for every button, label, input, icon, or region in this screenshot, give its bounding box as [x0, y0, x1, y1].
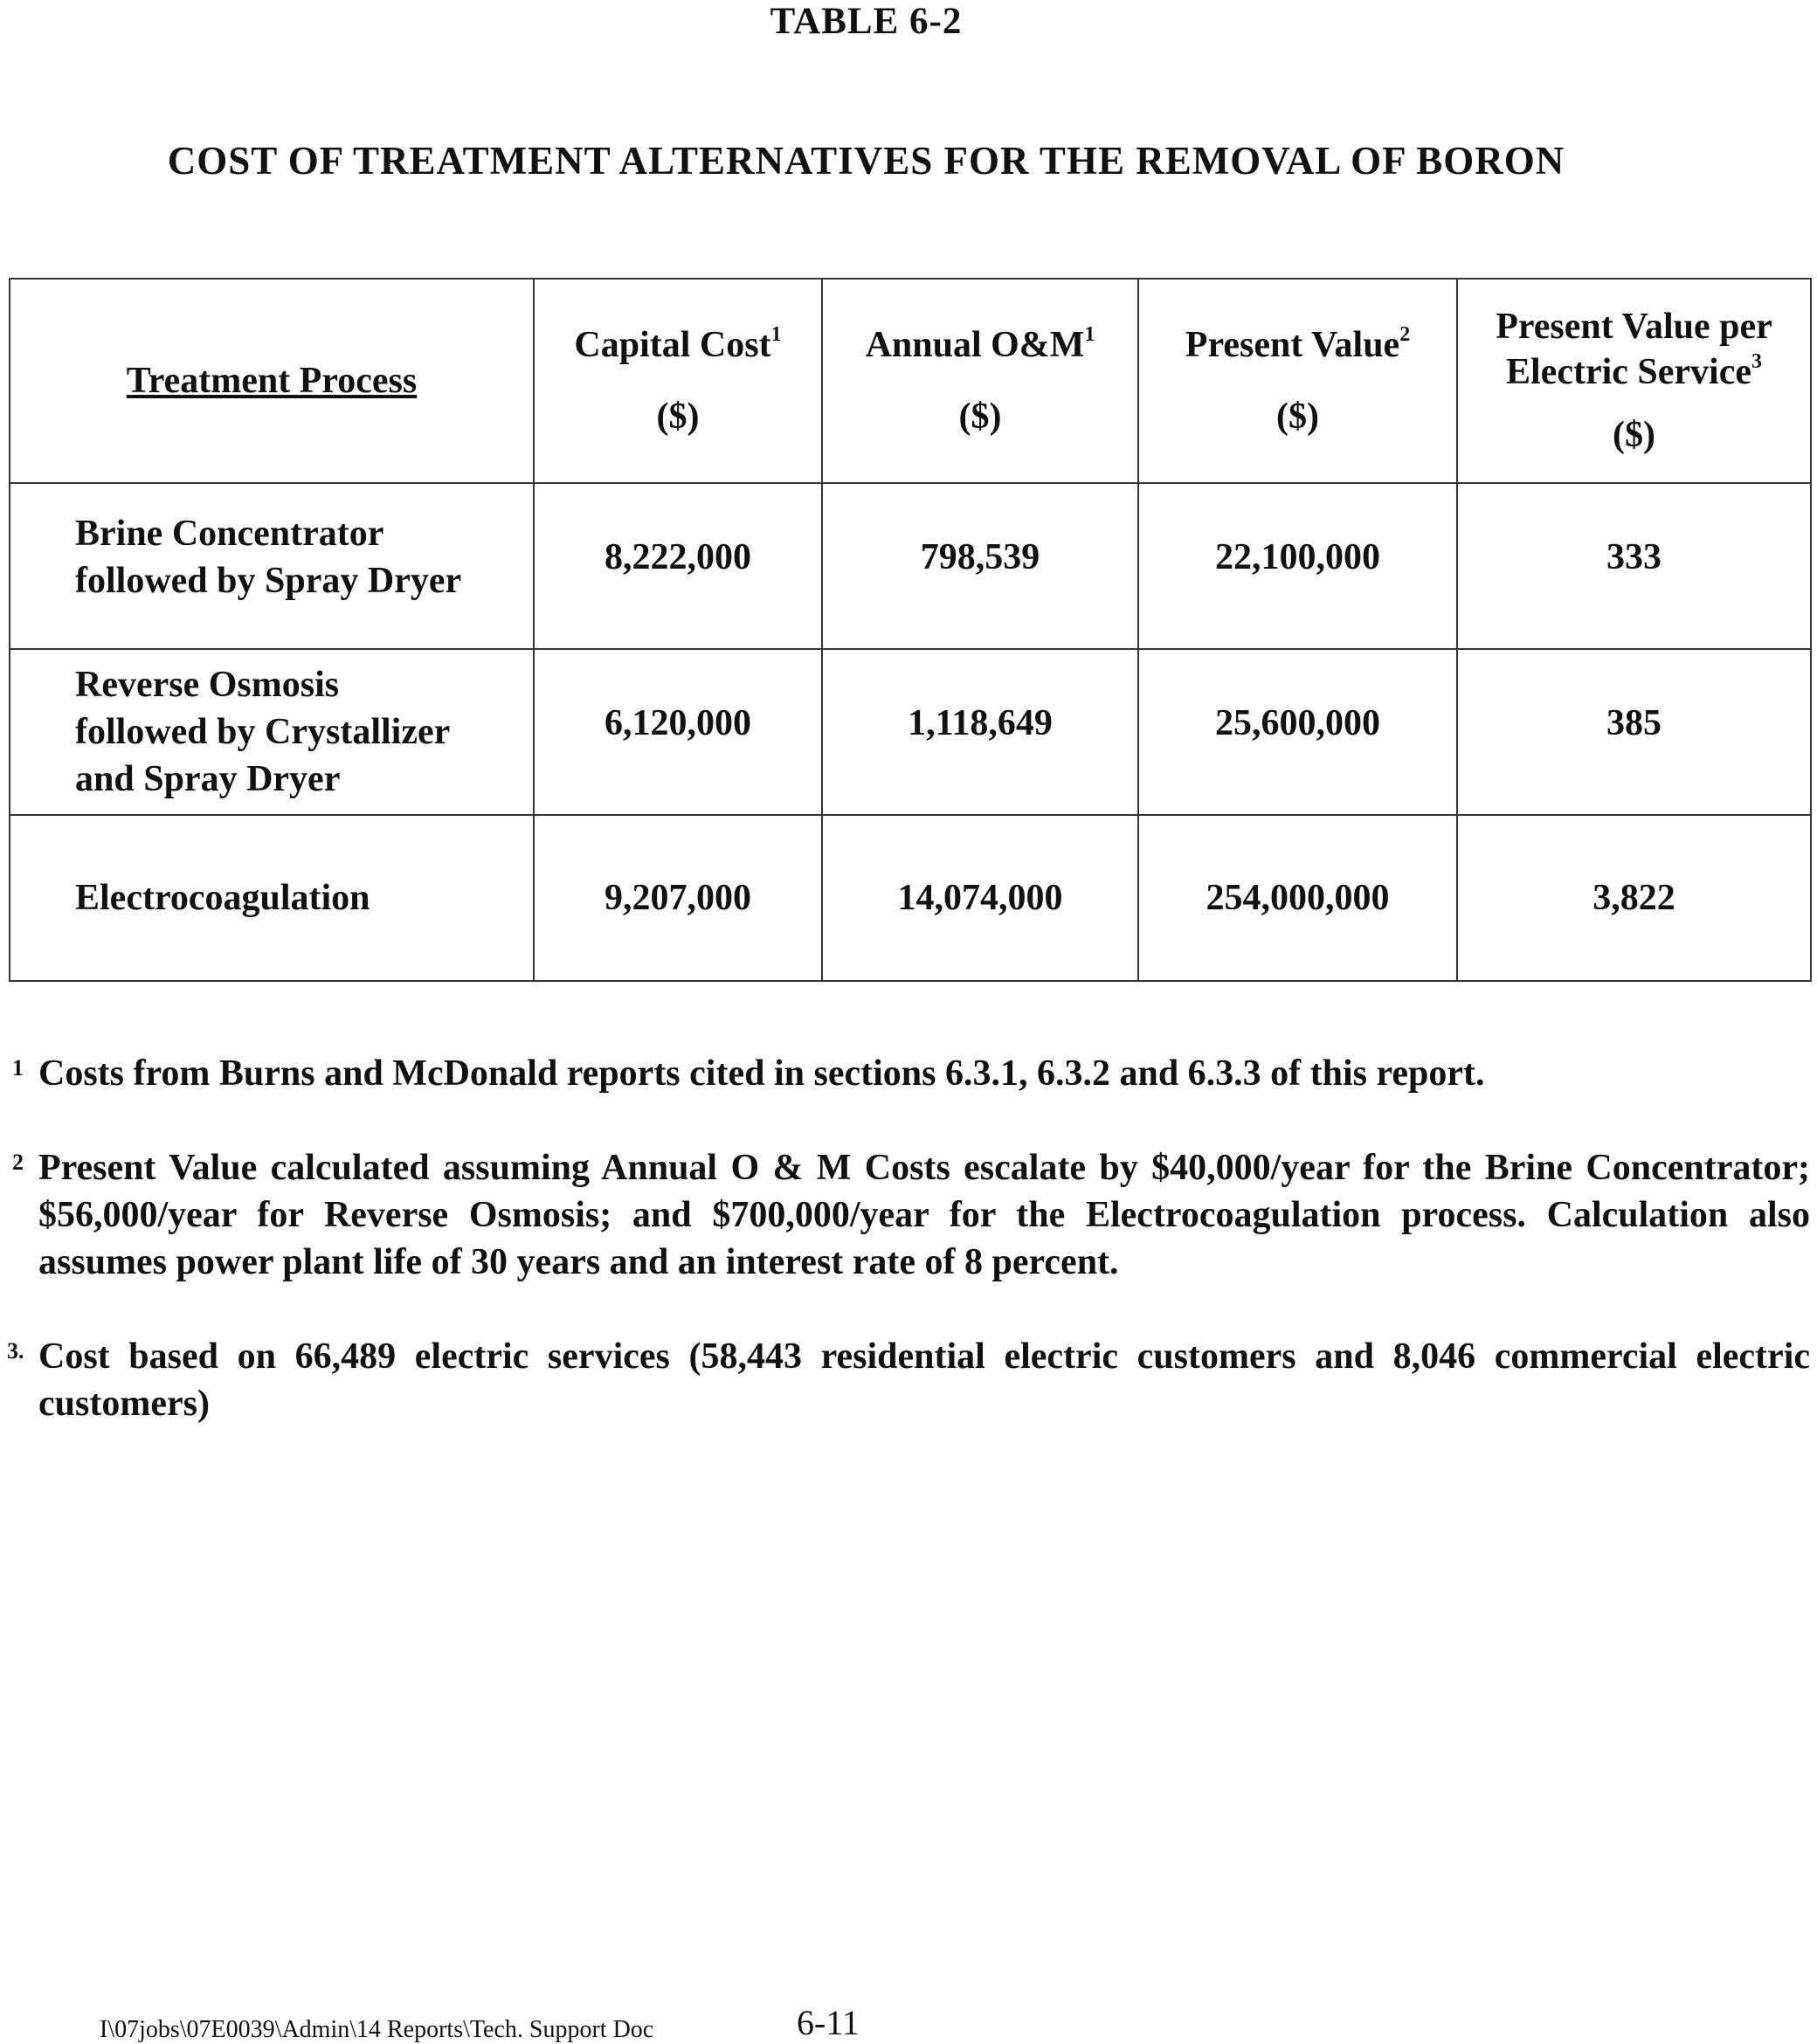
header-present-value-label: Present Value [1185, 325, 1400, 365]
table-row [10, 649, 1811, 815]
process-line: followed by Spray Dryer [75, 561, 462, 601]
footer-file-path: I\07jobs\07E0039\Admin\14 Reports\Tech. Support Doc [100, 2016, 654, 2043]
process-line: followed by Crystallizer [75, 712, 451, 752]
header-pv-per-service-line2: Electric Service [1506, 352, 1751, 392]
header-treatment-process [10, 279, 534, 483]
cell-process [10, 815, 534, 981]
header-treatment-process-label: Treatment Process [126, 361, 418, 401]
om-value: 14,074,000 [897, 878, 1063, 918]
footnote-text: Cost based on 66,489 electric services (58,443 residential electric customers and 8,046 commercial electric customers) [38, 1336, 1810, 1424]
process-line: Brine Concentrator [75, 514, 384, 554]
pv-per-value: 333 [1606, 537, 1662, 577]
header-pv-per-service-line1: Present Value per [1496, 307, 1772, 347]
cell-pv [1138, 483, 1457, 649]
process-line: Reverse Osmosis [75, 665, 340, 705]
cell-pv-per [1457, 649, 1811, 815]
om-value: 798,539 [920, 537, 1040, 577]
cell-om [822, 649, 1138, 815]
pv-per-value: 3,822 [1592, 878, 1675, 918]
pv-value: 254,000,000 [1206, 878, 1390, 918]
cell-om [822, 815, 1138, 981]
om-value: 1,118,649 [908, 703, 1053, 743]
table-row [10, 815, 1811, 981]
footnote-text: Costs from Burns and McDonald reports cited in sections 6.3.1, 6.3.2 and 6.3.3 of this report. [38, 1053, 1485, 1094]
cell-process [10, 483, 534, 649]
pv-value: 25,600,000 [1215, 703, 1380, 743]
header-present-value [1138, 279, 1457, 483]
capital-value: 9,207,000 [605, 878, 751, 918]
header-present-value-unit: ($) [1276, 397, 1319, 437]
cell-capital [534, 649, 822, 815]
table-row [10, 483, 1811, 649]
capital-value: 6,120,000 [605, 703, 751, 743]
header-pv-per-service-unit: ($) [1613, 415, 1655, 455]
cell-pv-per [1457, 815, 1811, 981]
process-line: and Spray Dryer [75, 759, 341, 799]
header-pv-per-service [1457, 279, 1811, 483]
footnote-number: 1 [12, 1055, 24, 1081]
process-line: Electrocoagulation [75, 878, 370, 918]
header-annual-om-label: Annual O&M [865, 325, 1085, 365]
footnote-3 [7, 1333, 1810, 1427]
cost-table [9, 278, 1812, 982]
table-header-row [10, 279, 1811, 483]
pv-value: 22,100,000 [1215, 537, 1380, 577]
header-annual-om-sup: 1 [1084, 323, 1095, 346]
header-present-value-sup: 2 [1399, 323, 1411, 346]
cell-capital [534, 483, 822, 649]
header-capital-cost-unit: ($) [656, 397, 700, 437]
cell-capital [534, 815, 822, 981]
footer-page-number: 6-11 [797, 2003, 860, 2042]
footnote-2 [12, 1144, 1810, 1286]
footnote-number: 2 [12, 1150, 24, 1175]
header-capital-cost [534, 279, 822, 483]
pv-per-value: 385 [1606, 703, 1662, 743]
cell-process [10, 649, 534, 815]
header-annual-om [822, 279, 1138, 483]
cell-pv [1138, 815, 1457, 981]
header-annual-om-unit: ($) [958, 397, 1002, 437]
header-pv-per-service-sup: 3 [1751, 350, 1762, 373]
cell-pv-per [1457, 483, 1811, 649]
cell-pv [1138, 649, 1457, 815]
capital-value: 8,222,000 [605, 537, 751, 577]
footnote-text: Present Value calculated assuming Annual O & M Costs escalate by $40,000/year for the Brine Concentrator; $56,000/year for Reverse Osmosis; and $700,000/year for the Electrocoagulation process. Calculation also assumes power plant life of 30 years and an interest rate of 8 percent. [38, 1148, 1810, 1282]
header-capital-cost-label: Capital Cost [574, 325, 771, 365]
header-capital-cost-sup: 1 [770, 323, 782, 346]
footnote-number: 3. [7, 1338, 24, 1364]
table-label: TABLE 6-2 [770, 1, 963, 42]
page-title: COST OF TREATMENT ALTERNATIVES FOR THE REMOVAL OF BORON [167, 139, 1565, 183]
footnote-1 [12, 1050, 1810, 1097]
cell-om [822, 483, 1138, 649]
